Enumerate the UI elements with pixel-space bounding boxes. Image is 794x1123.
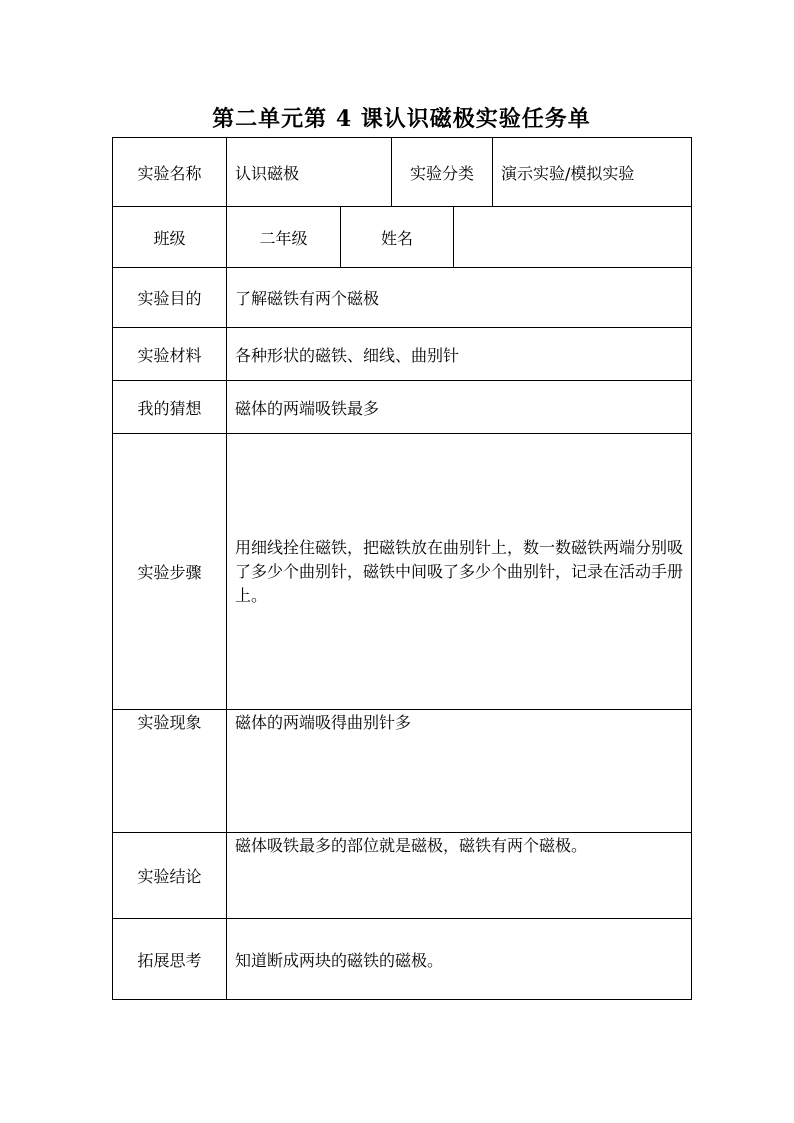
student-name-label: 姓名 (341, 207, 454, 268)
class-label: 班级 (113, 207, 227, 268)
experiment-name-label: 实验名称 (113, 138, 227, 207)
experiment-category-value: 演示实验/模拟实验 (493, 138, 692, 207)
experiment-conclusion-value: 磁体吸铁最多的部位就是磁极，磁铁有两个磁极。 (227, 833, 692, 919)
my-guess-value: 磁体的两端吸铁最多 (227, 381, 692, 434)
table-row (113, 328, 692, 381)
table-row (113, 434, 692, 710)
table-row (113, 710, 692, 833)
experiment-phenomenon-label: 实验现象 (113, 710, 227, 833)
extension-thinking-value: 知道断成两块的磁铁的磁极。 (227, 919, 692, 1000)
table-row (113, 138, 692, 207)
table-row (113, 381, 692, 434)
worksheet-table (112, 137, 692, 1000)
experiment-materials-value: 各种形状的磁铁、细线、曲别针 (227, 328, 692, 381)
table-row (113, 919, 692, 1000)
experiment-category-label: 实验分类 (392, 138, 493, 207)
extension-thinking-label: 拓展思考 (113, 919, 227, 1000)
experiment-purpose-label: 实验目的 (113, 268, 227, 328)
experiment-steps-label: 实验步骤 (113, 434, 227, 710)
page-title: 第二单元第 4 课认识磁极实验任务单 (212, 106, 591, 132)
experiment-conclusion-label: 实验结论 (113, 833, 227, 919)
experiment-purpose-value: 了解磁铁有两个磁极 (227, 268, 692, 328)
experiment-steps-value: 用细线拴住磁铁，把磁铁放在曲别针上，数一数磁铁两端分别吸了多少个曲别针，磁铁中间吸了多少个曲别针，记录在活动手册上。 (227, 434, 692, 710)
table-row (113, 268, 692, 328)
student-name-field[interactable] (454, 207, 692, 268)
my-guess-label: 我的猜想 (113, 381, 227, 434)
experiment-materials-label: 实验材料 (113, 328, 227, 381)
class-value: 二年级 (227, 207, 341, 268)
experiment-phenomenon-value: 磁体的两端吸得曲别针多 (227, 710, 692, 833)
table-row (113, 833, 692, 919)
experiment-name-value: 认识磁极 (227, 138, 392, 207)
table-row (113, 207, 692, 268)
